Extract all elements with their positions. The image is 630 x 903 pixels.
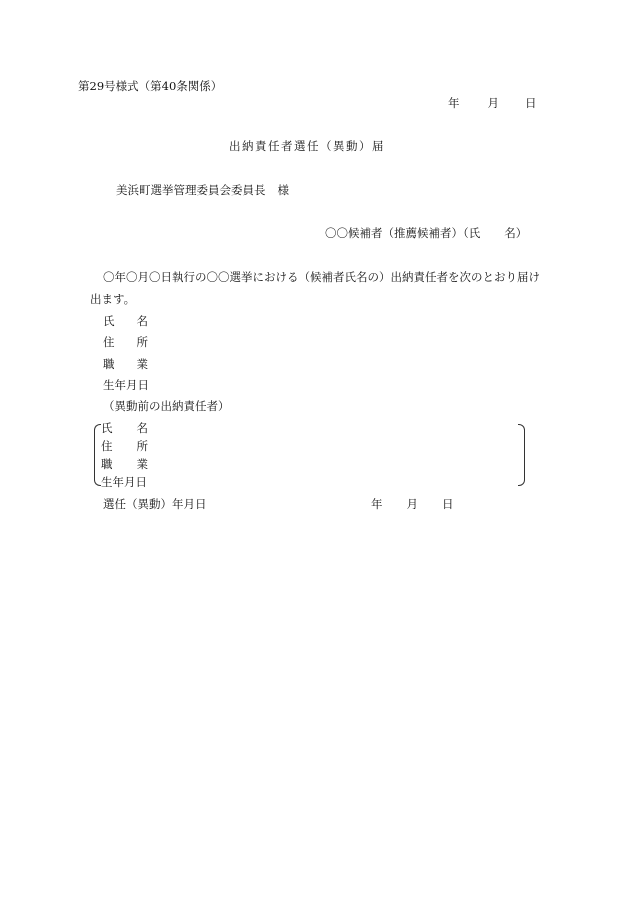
body-text-line1: 〇年〇月〇日執行の〇〇選挙における（候補者氏名の）出納責任者を次のとおり届け bbox=[103, 270, 540, 284]
field-name-char2: 名 bbox=[136, 314, 148, 328]
previous-field-birthdate: 生年月日 bbox=[101, 475, 147, 489]
date-header bbox=[448, 96, 537, 110]
previous-section-label: （異動前の出納責任者） bbox=[103, 399, 230, 413]
field-birthdate: 生年月日 bbox=[103, 378, 149, 392]
left-bracket bbox=[94, 424, 101, 486]
previous-field-address-char1: 住 bbox=[101, 439, 113, 453]
previous-field-occupation bbox=[101, 457, 148, 471]
form-number: 第29号様式（第40条関係） bbox=[78, 79, 223, 93]
appointment-year: 年 bbox=[371, 497, 383, 511]
previous-field-name bbox=[101, 421, 148, 435]
field-occupation-char2: 業 bbox=[136, 357, 148, 371]
appointment-date bbox=[371, 497, 454, 511]
appointment-month: 月 bbox=[406, 497, 418, 511]
previous-field-address bbox=[101, 439, 148, 453]
previous-field-address-char2: 所 bbox=[136, 439, 148, 453]
field-address-char1: 住 bbox=[103, 335, 115, 349]
field-address bbox=[103, 335, 148, 349]
submitter-suffix: 名） bbox=[504, 226, 528, 240]
field-occupation-char1: 職 bbox=[103, 357, 115, 371]
previous-field-name-char2: 名 bbox=[136, 421, 148, 435]
appointment-label: 選任（異動）年月日 bbox=[103, 497, 207, 511]
body-text-line2: 出ます。 bbox=[90, 292, 136, 306]
field-occupation bbox=[103, 357, 148, 371]
addressee-name: 美浜町選挙管理委員会委員長 bbox=[116, 183, 266, 197]
form-title: 出納責任者選任（異動）届 bbox=[229, 139, 385, 153]
submitter-prefix: 〇〇候補者（推薦候補者）（氏 bbox=[325, 226, 481, 240]
previous-field-occupation-char1: 職 bbox=[101, 457, 113, 471]
appointment-day: 日 bbox=[442, 497, 454, 511]
date-month: 月 bbox=[487, 96, 499, 110]
right-bracket bbox=[518, 424, 525, 486]
field-address-char2: 所 bbox=[136, 335, 148, 349]
date-day: 日 bbox=[525, 96, 537, 110]
previous-field-name-char1: 氏 bbox=[101, 421, 113, 435]
previous-field-occupation-char2: 業 bbox=[136, 457, 148, 471]
date-year: 年 bbox=[448, 96, 460, 110]
field-name bbox=[103, 314, 148, 328]
addressee-honorific: 様 bbox=[277, 183, 289, 197]
addressee bbox=[116, 183, 289, 197]
field-name-char1: 氏 bbox=[103, 314, 115, 328]
submitter-line bbox=[325, 226, 527, 240]
